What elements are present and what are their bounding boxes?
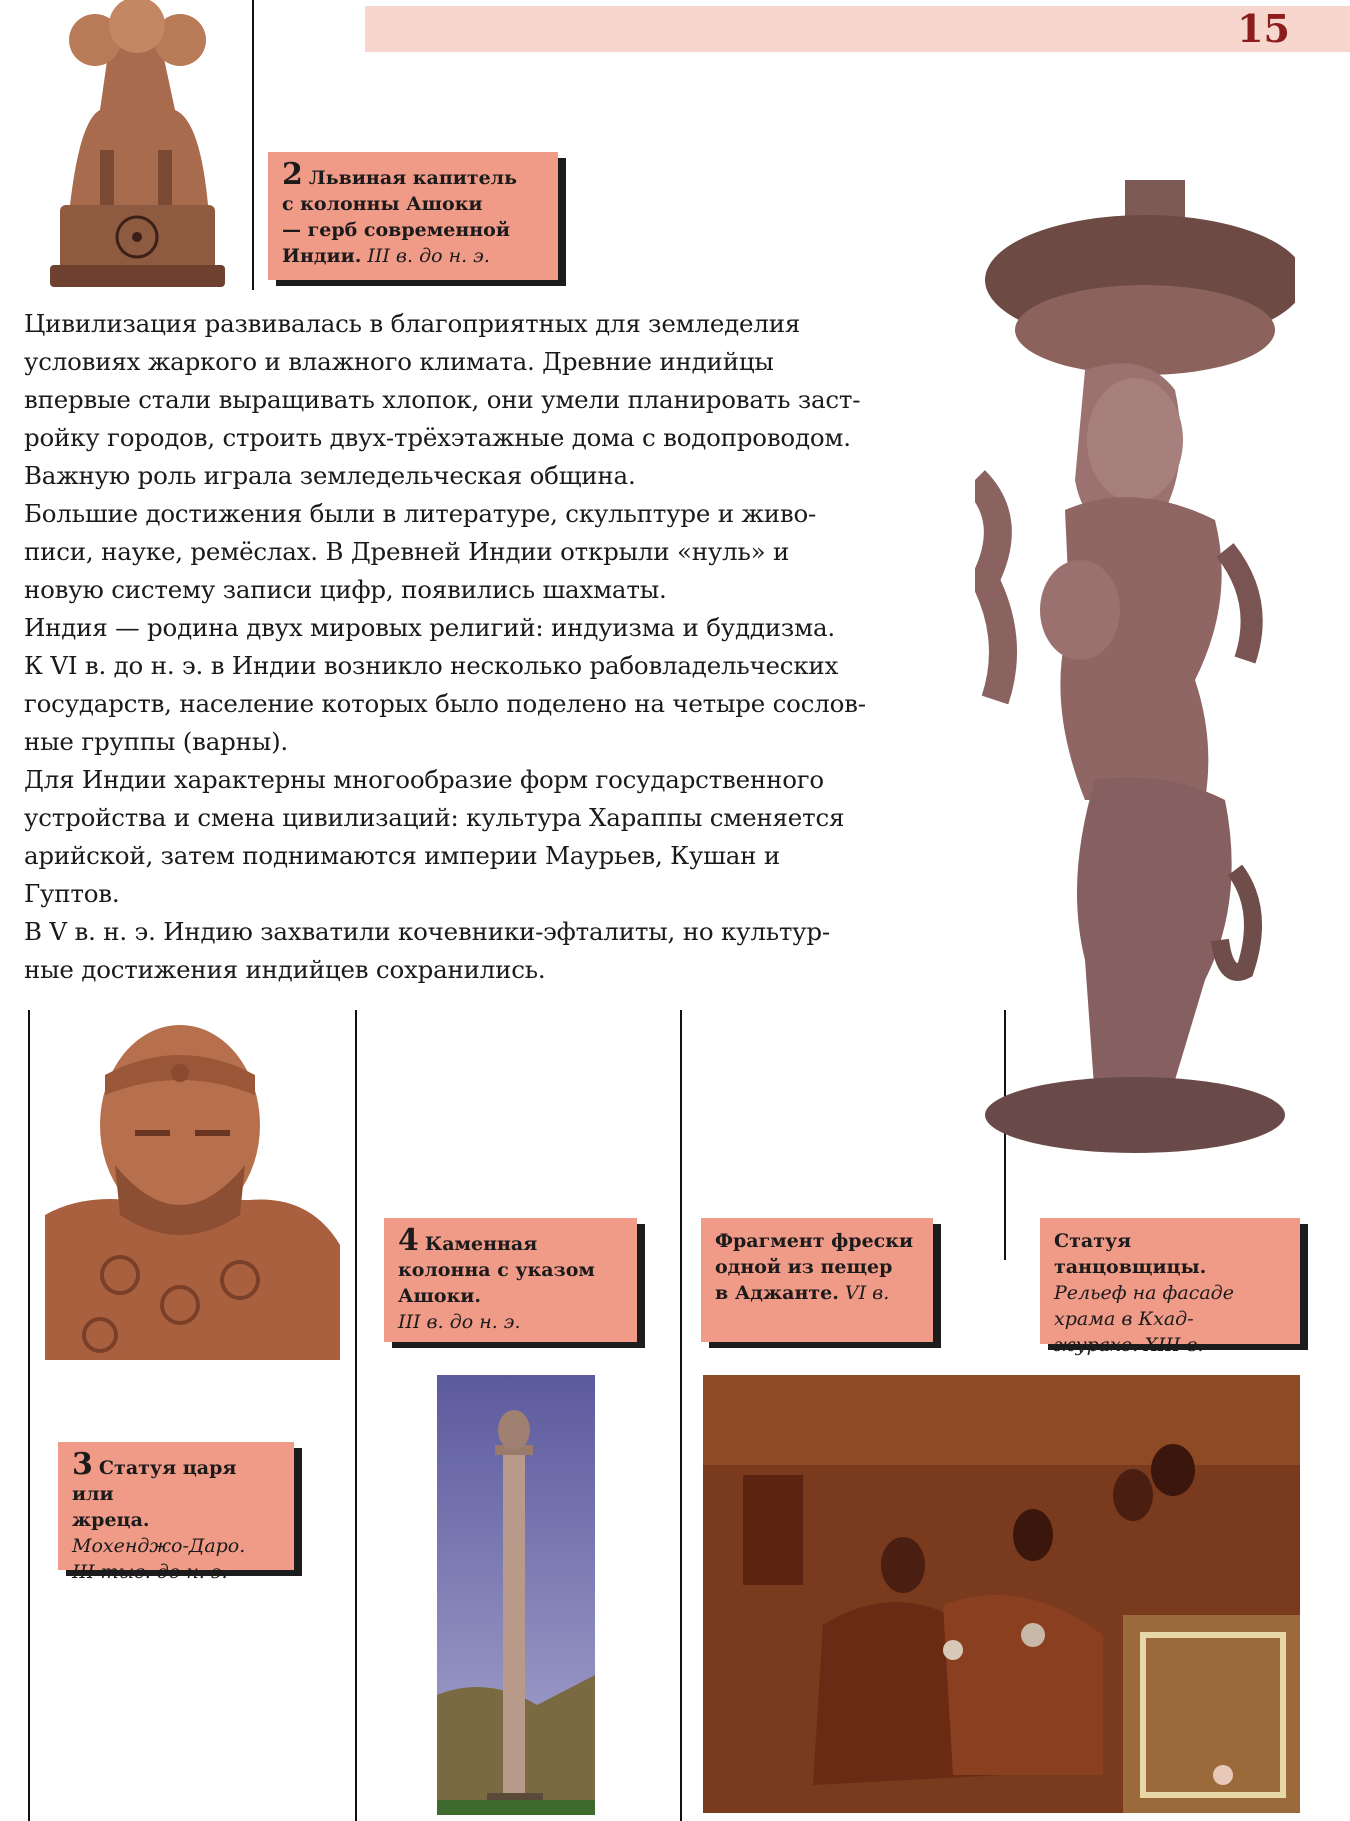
caption-line: с колонны Ашоки	[282, 193, 483, 215]
text-line: Цивилизация развивалась в благоприятных для земледелия	[24, 309, 801, 338]
lion-capital-image	[40, 0, 230, 290]
caption-fresco	[701, 1218, 933, 1342]
caption-date: журахо. XIII в.	[1054, 1334, 1204, 1356]
caption-line: Львиная капитель	[308, 167, 517, 189]
caption-line: Фрагмент фрески	[715, 1230, 914, 1252]
text-line: Индия — родина двух мировых религий: индуизма и буддизма.	[24, 613, 835, 642]
text-line: ные достижения индийцев сохранились.	[24, 955, 546, 984]
caption-line: Статуя царя или	[72, 1457, 237, 1505]
main-text	[24, 305, 944, 989]
caption-lion-capital	[268, 152, 558, 280]
caption-line: Статуя танцовщицы.	[1054, 1230, 1207, 1278]
text-line: Большие достижения были в литературе, скульптуре и живо-	[24, 499, 817, 528]
caption-line: жреца.	[72, 1509, 150, 1531]
caption-line: колонна с указом	[398, 1259, 595, 1281]
text-line: государств, население которых было поделено на четыре сослов-	[24, 689, 866, 718]
text-line: ройку городов, строить двух-трёхэтажные дома с водопроводом.	[24, 423, 851, 452]
text-line: В V в. н. э. Индию захватили кочевники-эфталиты, но культур-	[24, 917, 830, 946]
divider-top	[252, 0, 254, 290]
text-line: Для Индии характерны многообразие форм государственного	[24, 765, 824, 794]
text-line: Гуптов.	[24, 879, 120, 908]
text-line: новую систему записи цифр, появились шахматы.	[24, 575, 667, 604]
caption-date: VI в.	[844, 1282, 890, 1304]
caption-number: 4	[398, 1223, 419, 1258]
caption-number: 2	[282, 157, 303, 192]
header-band	[365, 6, 1350, 52]
text-line: ные группы (варны).	[24, 727, 289, 756]
text-line: устройства и смена цивилизаций: культура Хараппы сменяется	[24, 803, 845, 832]
caption-date: III в. до н. э.	[398, 1311, 521, 1333]
text-line: условиях жаркого и влажного климата. Древние индийцы	[24, 347, 774, 376]
caption-line: — герб современной	[282, 219, 510, 241]
caption-date: III в. до н. э.	[367, 245, 490, 267]
caption-number: 3	[72, 1447, 93, 1482]
priest-king-image	[40, 1015, 340, 1360]
caption-line: храма в Кхад-	[1054, 1308, 1194, 1330]
caption-line: Рельеф на фасаде	[1054, 1282, 1234, 1304]
divider-col2	[355, 1010, 357, 1821]
caption-priest-king	[58, 1442, 294, 1583]
text-line: арийской, затем поднимаются империи Маурьев, Кушан и	[24, 841, 780, 870]
text-line: впервые стали выращивать хлопок, они умели планировать заст-	[24, 385, 861, 414]
divider-col3	[680, 1010, 682, 1821]
caption-stone-column	[384, 1218, 637, 1342]
divider-col1	[28, 1010, 30, 1821]
caption-line: в Аджанте.	[715, 1282, 839, 1304]
caption-line: одной из пещер	[715, 1256, 893, 1278]
caption-date: III тыс. до н. э.	[72, 1561, 228, 1583]
caption-line: Мохенджо-Даро.	[72, 1535, 246, 1557]
caption-line: Индии.	[282, 245, 362, 267]
caption-line: Каменная	[424, 1233, 538, 1255]
dancer-statue-image	[975, 180, 1295, 1155]
text-line: Важную роль играла земледельческая община.	[24, 461, 636, 490]
text-line: писи, науке, ремёслах. В Древней Индии открыли «нуль» и	[24, 537, 790, 566]
page-number: 15	[1237, 6, 1290, 51]
ajanta-fresco-image	[703, 1375, 1300, 1813]
caption-line: Ашоки.	[398, 1285, 481, 1307]
ashoka-column-image	[437, 1375, 595, 1815]
text-line: К VI в. до н. э. в Индии возникло несколько рабовладельческих	[24, 651, 839, 680]
caption-dancer	[1040, 1218, 1300, 1356]
